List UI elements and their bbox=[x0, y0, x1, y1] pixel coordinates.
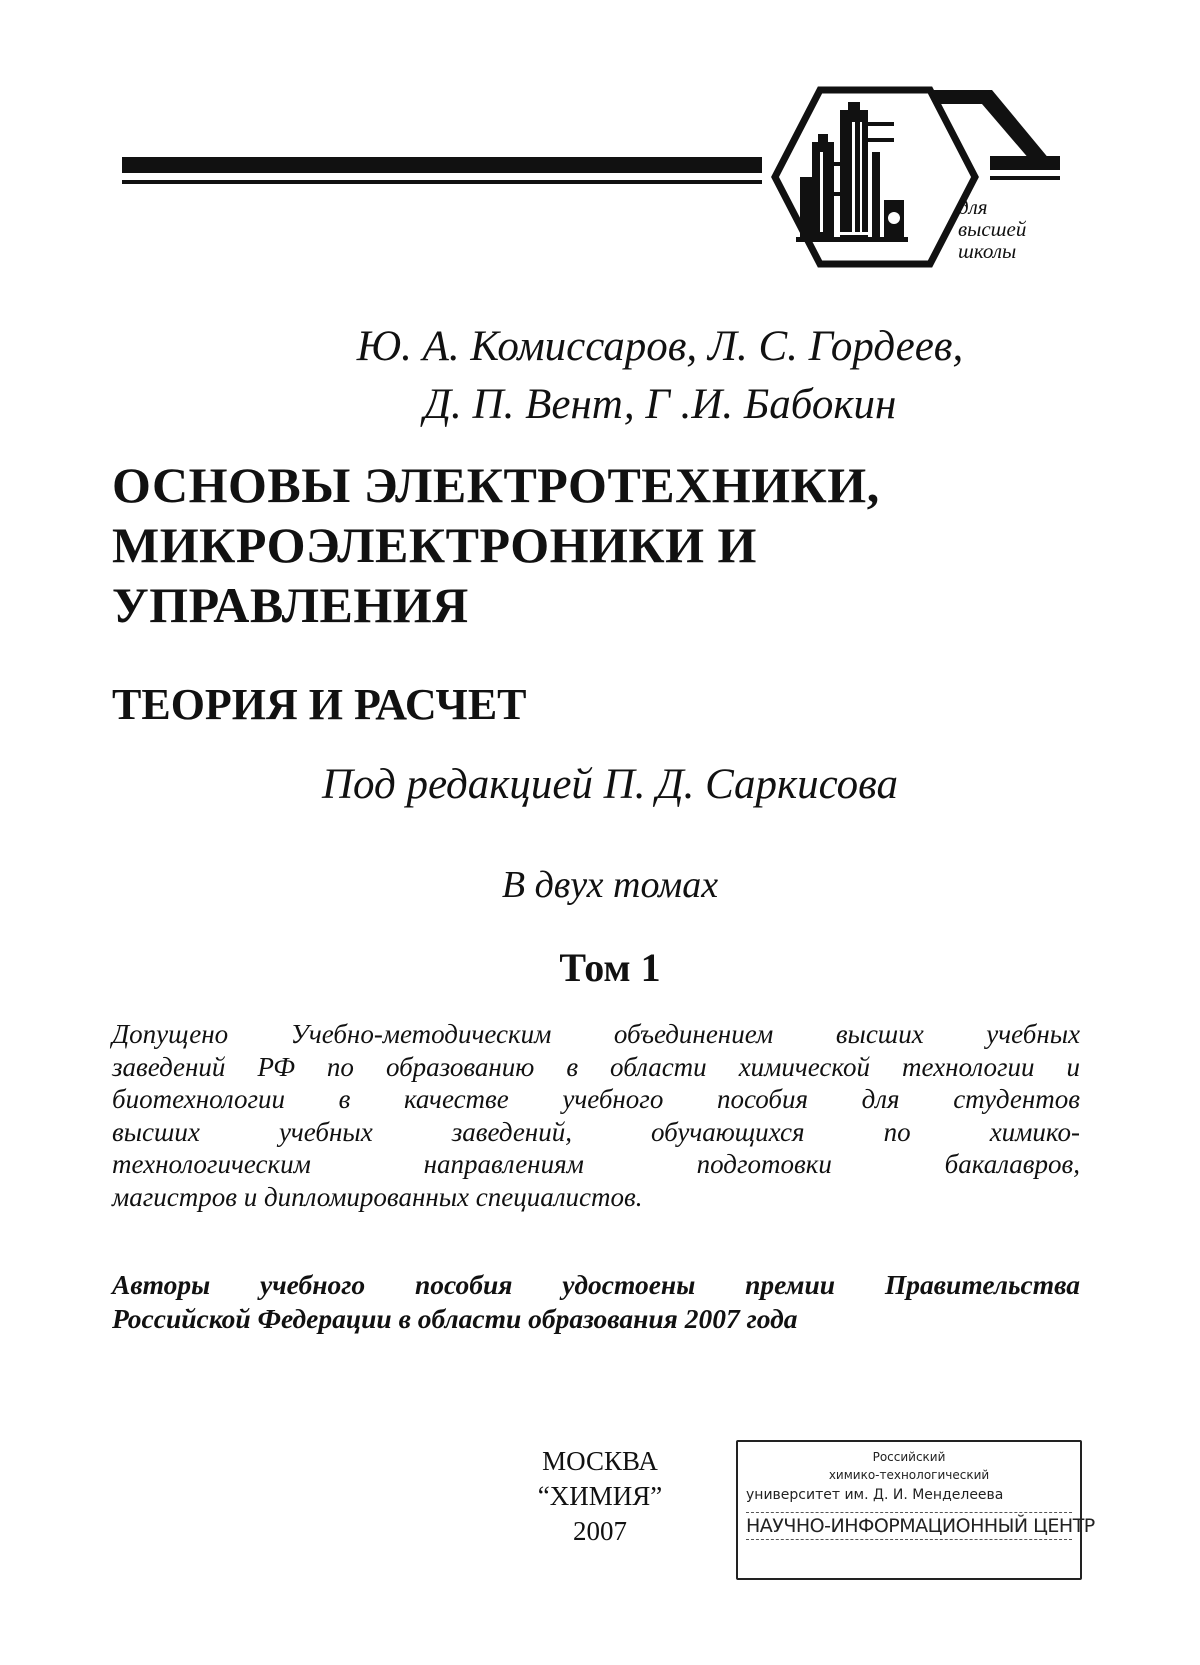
stamp-line: Российский bbox=[872, 1450, 946, 1464]
stamp-line: химико-технологический bbox=[828, 1468, 990, 1482]
approval-paragraph bbox=[112, 1018, 1080, 1213]
authors bbox=[250, 318, 1070, 434]
header-rule-thick bbox=[122, 157, 762, 173]
award-note bbox=[112, 1268, 1080, 1336]
book-title-line: ОСНОВЫ ЭЛЕКТРОТЕХНИКИ, bbox=[112, 457, 880, 513]
imprint-city: МОСКВА bbox=[542, 1446, 658, 1476]
book-subtitle: ТЕОРИЯ И РАСЧЕТ bbox=[112, 680, 527, 729]
approval-line: высших учебных заведений, обучающихся по химико- bbox=[112, 1116, 1080, 1147]
book-title-line: МИКРОЭЛЕКТРОНИКИ И bbox=[112, 517, 757, 573]
authors-line: Ю. А. Комиссаров, Л. С. Гордеев, bbox=[356, 323, 964, 370]
volume-number: Том 1 bbox=[559, 945, 661, 990]
approval-line: магистров и дипломированных специалистов. bbox=[112, 1181, 643, 1212]
imprint-year: 2007 bbox=[573, 1516, 627, 1546]
imprint-publisher: “ХИМИЯ” bbox=[537, 1481, 663, 1511]
imprint bbox=[500, 1444, 700, 1549]
volumes-note: В двух томах bbox=[501, 864, 719, 906]
approval-line: технологическим направлениям подготовки бакалавров, bbox=[112, 1149, 1080, 1179]
award-line: Российской Федерации в области образования 2007 года bbox=[112, 1303, 798, 1334]
series-label-line: высшей bbox=[958, 217, 1027, 241]
series-label bbox=[958, 196, 1068, 262]
approval-line: заведений РФ по образованию в области химической технологии и bbox=[112, 1051, 1080, 1082]
series-label-line: для bbox=[958, 195, 988, 219]
series-label-line: школы bbox=[958, 239, 1017, 263]
header-rule-thin bbox=[122, 180, 762, 184]
book-title bbox=[112, 455, 1092, 635]
library-stamp bbox=[736, 1440, 1095, 1580]
editor-line: Под редакцией П. Д. Саркисова bbox=[321, 761, 899, 808]
stamp-line: университет им. Д. И. Менделеева bbox=[746, 1487, 1004, 1503]
book-title-line: УПРАВЛЕНИЯ bbox=[112, 577, 469, 633]
stamp-line: НАУЧНО-ИНФОРМАЦИОННЫЙ ЦЕНТР bbox=[746, 1512, 1072, 1540]
approval-line: Допущено Учебно-методическим объединением высших учебных bbox=[112, 1019, 1080, 1049]
authors-line: Д. П. Вент, Г .И. Бабокин bbox=[423, 381, 897, 428]
approval-line: биотехнологии в качестве учебного пособия для студентов bbox=[112, 1084, 1080, 1114]
award-line: Авторы учебного пособия удостоены премии Правительства bbox=[112, 1269, 1080, 1300]
